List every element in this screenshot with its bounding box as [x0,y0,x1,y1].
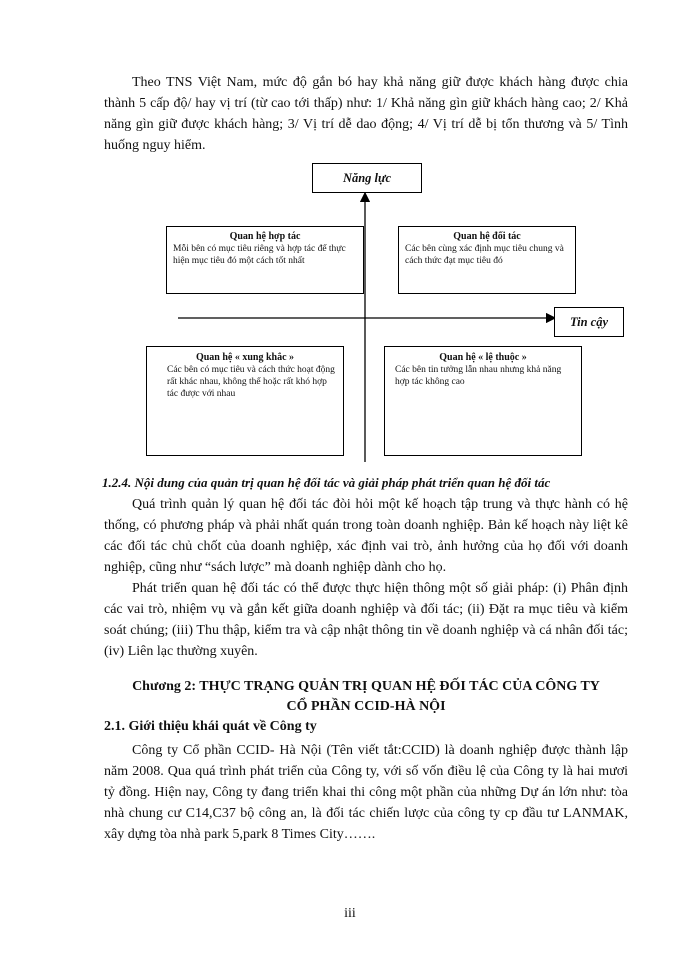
quadrant-conflict-title: Quan hệ « xung khắc » [195,352,295,363]
section-2-1-paragraph: Công ty Cổ phần CCID- Hà Nội (Tên viết tắt:CCID) là doanh nghiệp được thành lập năm 2008. Qua quá trình phát triển của Công ty, với số vốn điều lệ của Công ty là hai mươi tỷ đồng. Hiện nay, Công ty đang triển khai thi công một phần của những Dự án lớn như: tòa nhà chung cư C14,C37 bộ công an, là đối tác chiến lược của công ty cp đầu tư LANMAK, xây dựng tòa nhà park 5,park 8 Times City……. [104,743,628,842]
section-1-2-4-paragraph-2: Phát triển quan hệ đối tác có thể được thực hiện thông một số giải pháp: (i) Phân định các vai trò, nhiệm vụ và gắn kết giữa doanh nghiệp và đối tác; (ii) Đặt ra mục tiêu và kiểm soát chúng; (iii) Thu thập, kiểm tra và cập nhật thông tin về doanh nghiệp và cá nhân đối tác; (iv) Liên lạc thường xuyên. [104,581,628,659]
section-1-2-4-heading: 1.2.4. Nội dung của quản trị quan hệ đối tác và giải pháp phát triển quan hệ đối tác [102,475,551,490]
chapter-2-title-line-1: Chương 2: THỰC TRẠNG QUẢN TRỊ QUAN HỆ ĐỐI TÁC CỦA CÔNG TY [132,679,600,694]
chapter-2-title [104,677,628,717]
quadrant-dependency [384,346,582,456]
section-1-2-4-paragraph-1: Quá trình quản lý quan hệ đối tác đòi hỏi một kế hoạch tập trung và thực hành có hệ thống, có phương pháp và phải nhất quán trong toàn doanh nghiệp. Bản kế hoạch này liệt kê các đối tác chủ chốt của doanh nghiệp, xác định vai trò, ảnh hưởng của họ đối với doanh nghiệp, cũng như “sách lược” mà doanh nghiệp dành cho họ. [104,497,628,575]
quadrant-cooperation-body: Mỗi bên có mục tiêu riêng và hợp tác để thực hiện mục tiêu đó một cách tốt nhất [173,244,346,266]
intro-paragraph: Theo TNS Việt Nam, mức độ gắn bó hay khả năng giữ được khách hàng được chia thành 5 cấp độ/ hay vị trí (từ cao tới thấp) như: 1/ Khả năng gìn giữ khách hàng cao; 2/ Khả năng gìn giữ được khách hàng; 3/ Vị trí dễ dao động; 4/ Vị trí dễ bị tổn thương và 5/ Tình huống nguy hiểm. [104,75,628,153]
quadrant-dependency-title: Quan hệ « lệ thuộc » [439,352,527,363]
quadrant-partnership [398,226,576,294]
chapter-2-title-line-2: CỔ PHẦN CCID-HÀ NỘI [286,699,446,714]
quadrant-partnership-body: Các bên cùng xác định mục tiêu chung và cách thức đạt mục tiêu đó [405,244,564,266]
quadrant-dependency-body: Các bên tin tưởng lẫn nhau nhưng khả năng hợp tác không cao [395,365,562,387]
quadrant-partnership-title: Quan hệ đối tác [453,231,521,242]
y-axis-label: Năng lực [312,163,422,193]
x-axis-label: Tin cậy [554,307,624,337]
section-2-1-heading: 2.1. Giới thiệu khái quát về Công ty [104,719,317,734]
quadrant-cooperation [166,226,364,294]
page-number: iii [344,906,356,921]
quadrant-cooperation-title: Quan hệ hợp tác [229,231,301,242]
quadrant-conflict [146,346,344,456]
quadrant-conflict-body: Các bên có mục tiêu và cách thức hoạt động rất khác nhau, không thể hoặc rất khó hợp tác được với nhau [167,365,335,399]
